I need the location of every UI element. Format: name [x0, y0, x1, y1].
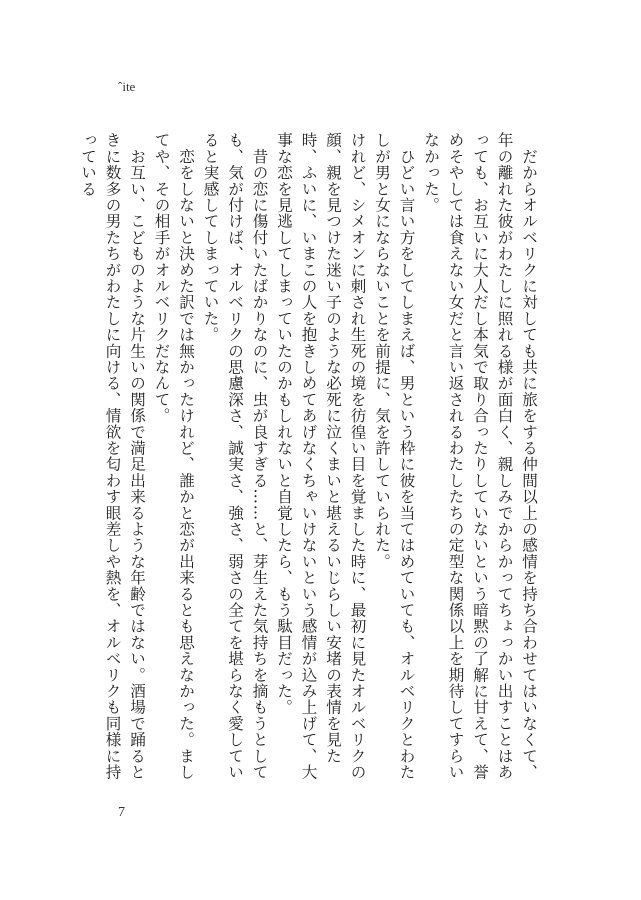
- paragraph: 昔の恋に傷付いたばかりなのに、虫が良すぎる……と、芽生えた気持ちを摘もうとしても、気が付けば、オルベリクの思慮深さ、誠実さ、強さ、弱さの全てを堪らなく愛していると実感してしまっていた。: [201, 132, 269, 780]
- paragraph: けれど、シメオンに刺され生死の境を彷徨い目を覚ました時に、最初に見たオルベリクの顔、親を見つけた迷い子のような必死に泣くまいと堪えるいじらしい安堵の表情を見た時、ふいに、いまこの人を抱きしめてあげなくちゃいけないという感情が込み上げて、大事な恋を見逃してしまっていたのかもしれないと自覚したら、もう駄目だった。: [275, 132, 367, 780]
- paragraph: だからオルベリクに対しても共に旅をする仲間以上の感情を持ち合わせてはいなくて、年の離れた彼がわたしに照れる様が面白く、親しみでからかってちょっかい出すことはあっても、お互いに大人だし本気で取り合ったりしていないという暗黙の了解に甘えて、誉めそやしては食えない女だと言い返されるわたしたちの定型な関係以上を期待してすらいなかった。: [422, 132, 538, 780]
- page-number: 7: [118, 805, 125, 820]
- vertical-body-text: [79, 132, 541, 782]
- paragraph: お互い、こどものような片生いの関係で満足出来るような年齢ではない。酒場で踊るときに数多の男たちがわたしに向ける、情欲を匂わす眼差しや熱を、オルベリクも同様に持っている: [79, 132, 146, 780]
- paragraph: 恋をしないと決めた訳では無かったけれど、誰かと恋が出来るとも思えなかった。ましてや、その相手がオルベリクだなんて。: [152, 132, 195, 780]
- running-header: ˆite: [118, 79, 136, 94]
- paragraph: ひどい言い方をしてしまえば、男という枠に彼を当てはめていても、オルベリクとわたしが男と女にならないことを前提に、気を許していられた。: [373, 132, 416, 780]
